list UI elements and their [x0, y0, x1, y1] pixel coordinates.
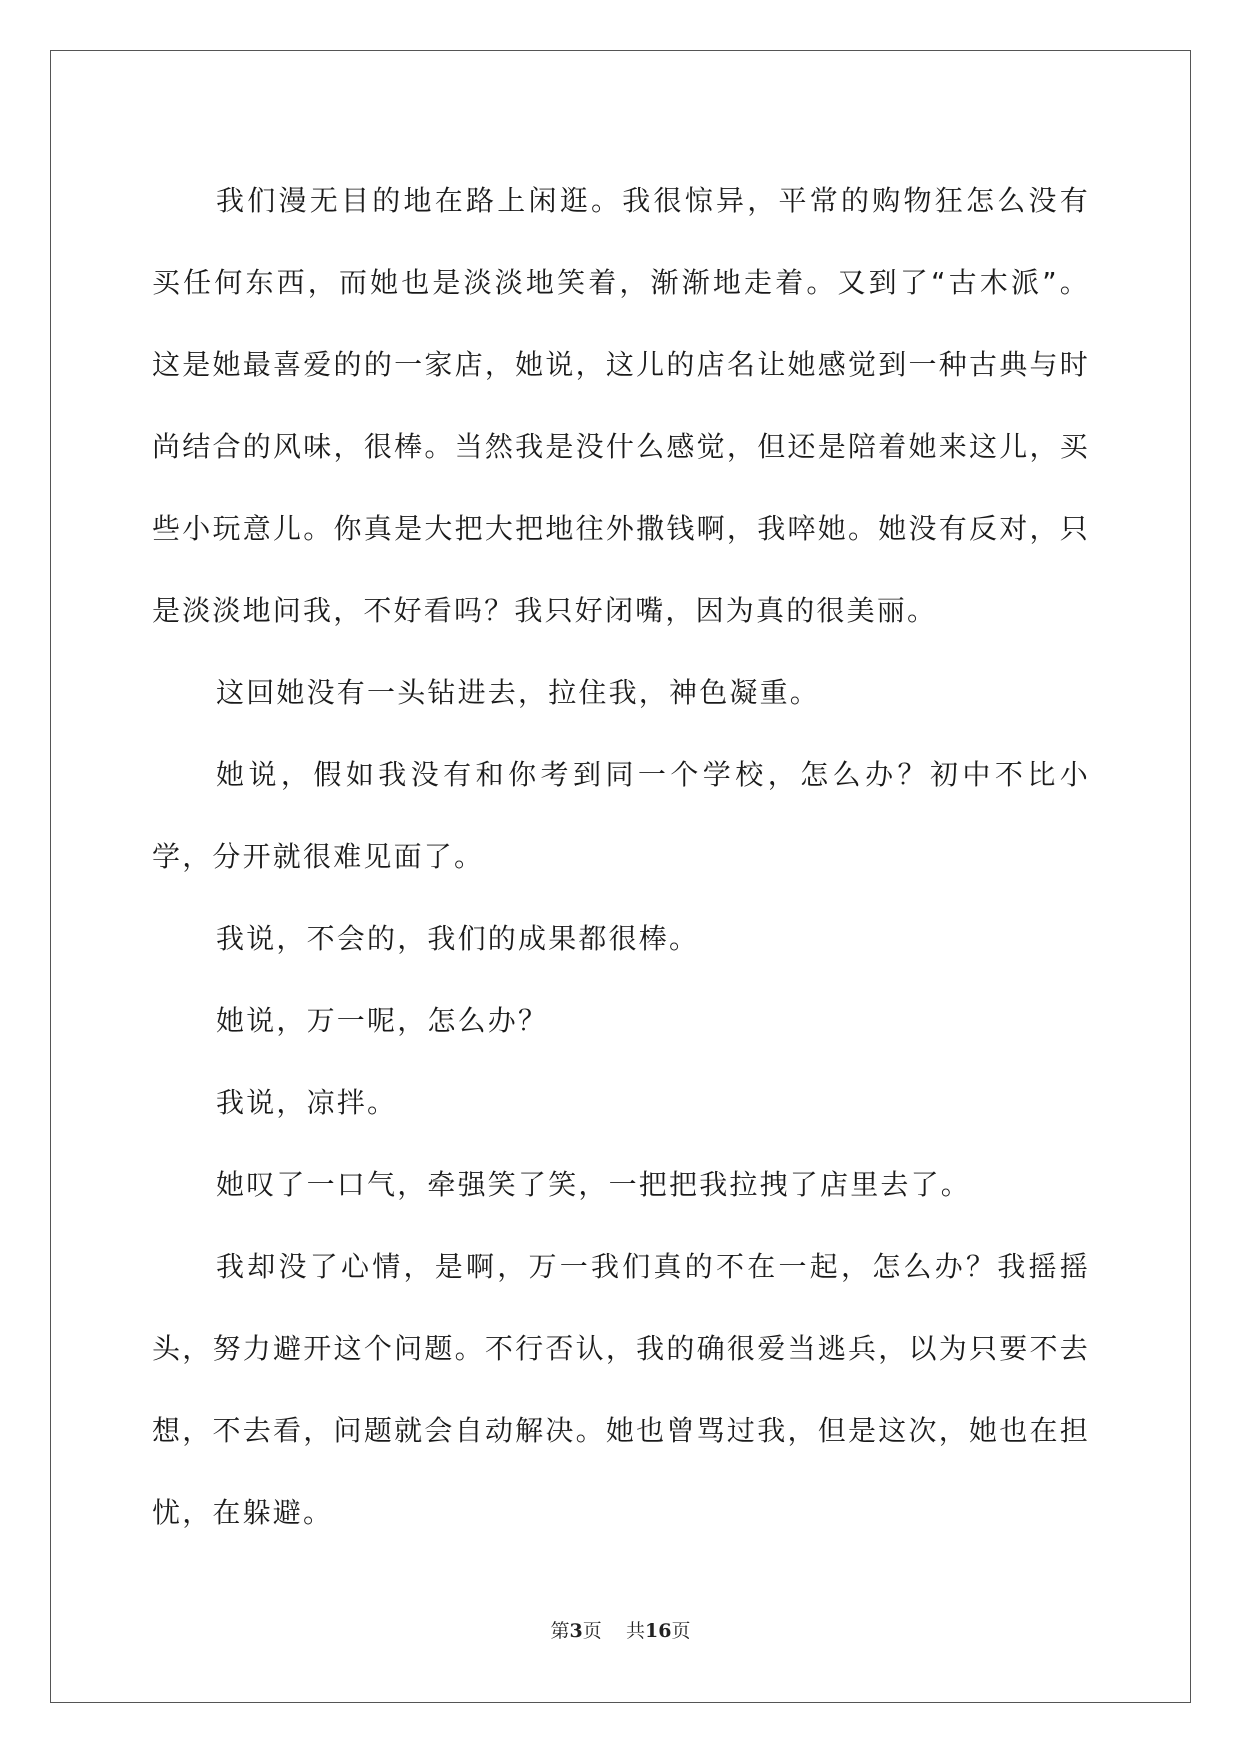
- paragraph: 她说，假如我没有和你考到同一个学校，怎么办？初中不比小学，分开就很难见面了。: [152, 758, 1090, 873]
- paragraph: 她叹了一口气，牵强笑了笑，一把把我拉拽了店里去了。: [216, 1168, 972, 1201]
- total-suffix: 页: [671, 1620, 691, 1642]
- paragraph: 我们漫无目的地在路上闲逛。我很惊异，平常的购物狂怎么没有买任何东西，而她也是淡淡地笑着，渐渐地走着。又到了“古木派”。这是她最喜爱的的一家店，她说，这儿的店名让她感觉到一种古典与时尚结合的风味，很棒。当然我是没什么感觉，但还是陪着她来这儿，买些小玩意儿。你真是大把大把地往外撒钱啊，我啐她。她没有反对，只是淡淡地问我，不好看吗？我只好闭嘴，因为真的很美丽。: [152, 184, 1090, 627]
- document-body: [152, 160, 1090, 1554]
- paragraph: 这回她没有一头钻进去，拉住我，神色凝重。: [216, 676, 821, 709]
- current-page-number: 3: [569, 1620, 583, 1642]
- paragraph: 她说，万一呢，怎么办？: [216, 1004, 549, 1037]
- paragraph: 我却没了心情，是啊，万一我们真的不在一起，怎么办？我摇摇头，努力避开这个问题。不行否认，我的确很爱当逃兵，以为只要不去想，不去看，问题就会自动解决。她也曾骂过我，但是这次，她也在担忧，在躲避。: [152, 1250, 1090, 1529]
- total-prefix: 共: [625, 1620, 645, 1642]
- page-footer: [0, 1616, 1241, 1643]
- total-pages-number: 16: [644, 1620, 672, 1642]
- page-prefix: 第: [550, 1620, 570, 1642]
- paragraph: 我说，不会的，我们的成果都很棒。: [216, 922, 700, 955]
- paragraph: 我说，凉拌。: [216, 1086, 398, 1119]
- page-suffix: 页: [582, 1620, 602, 1642]
